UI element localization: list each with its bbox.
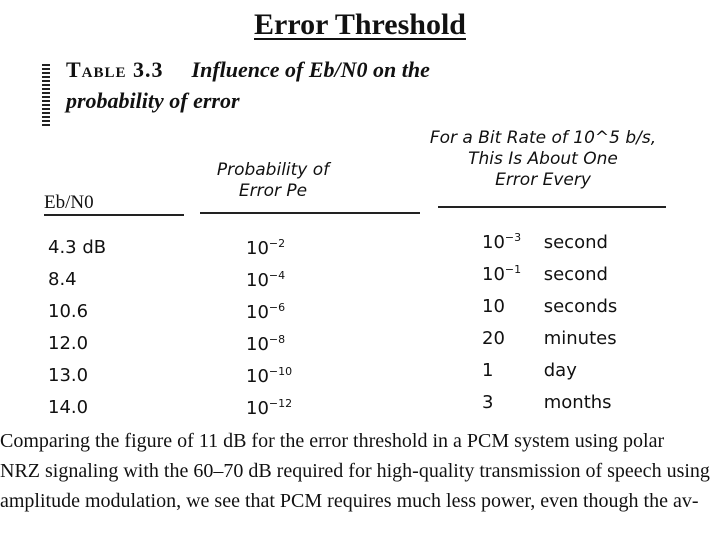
paragraph-line: amplitude modulation, we see that PCM requires much less power, even though the av-: [0, 490, 699, 512]
probability-column: [246, 228, 292, 420]
probability-cell: $10^{-8}$: [246, 333, 286, 355]
header-error-interval-line-2: This Is About One: [468, 149, 618, 169]
table-label: Table 3.3: [66, 57, 164, 82]
error-interval-cell: 1 day: [482, 360, 577, 381]
header-probability-line-1: Probability of: [216, 160, 330, 180]
error-interval-cell: $10^{-1}$ second: [482, 263, 608, 285]
paragraph-line: NRZ signaling with the 60–70 dB required for high-quality transmission of speech using: [0, 460, 710, 482]
ebno-cell: 12.0: [48, 333, 89, 354]
table-caption-line-1: Influence of Eb/N0 on the: [191, 57, 430, 82]
slide-title-text: Error Threshold: [254, 8, 466, 41]
error-interval-column: [482, 222, 617, 414]
table-caption: [66, 54, 686, 116]
error-interval-cell: 3 months: [482, 392, 612, 413]
header-error-interval: [408, 128, 678, 191]
header-probability-line-2: Error Pe: [238, 181, 308, 201]
header-error-interval-line-1: For a Bit Rate of 10^5 b/s,: [429, 128, 657, 148]
probability-cell: $10^{-12}$: [246, 397, 293, 419]
header-probability: [198, 160, 348, 202]
error-interval-cell: 20 minutes: [482, 328, 617, 349]
header-rule-col1: [44, 214, 184, 216]
slide-title: [0, 8, 720, 42]
ebno-cell: 8.4: [48, 269, 77, 290]
probability-cell: $10^{-6}$: [246, 301, 286, 323]
probability-cell: $10^{-2}$: [246, 237, 286, 259]
body-paragraph: [0, 426, 720, 516]
ebno-cell: 10.6: [48, 301, 89, 322]
probability-cell: $10^{-4}$: [246, 269, 286, 291]
header-ebno: Eb/N0: [44, 192, 94, 213]
ebno-column: [48, 232, 106, 424]
table-caption-line-2: probability of error: [66, 88, 240, 113]
binding-edge-marks: [42, 64, 50, 126]
probability-cell: $10^{-10}$: [246, 365, 293, 387]
ebno-cell: 13.0: [48, 365, 89, 386]
error-interval-cell: $10^{-3}$ second: [482, 231, 608, 253]
paragraph-line: Comparing the figure of 11 dB for the error threshold in a PCM system using polar: [0, 430, 665, 452]
header-rule-col3: [438, 206, 666, 208]
error-interval-cell: 10 seconds: [482, 296, 618, 317]
ebno-cell: 14.0: [48, 397, 89, 418]
ebno-cell: 4.3 dB: [48, 237, 107, 258]
header-rule-col2: [200, 212, 420, 214]
header-error-interval-line-3: Error Every: [495, 170, 591, 190]
